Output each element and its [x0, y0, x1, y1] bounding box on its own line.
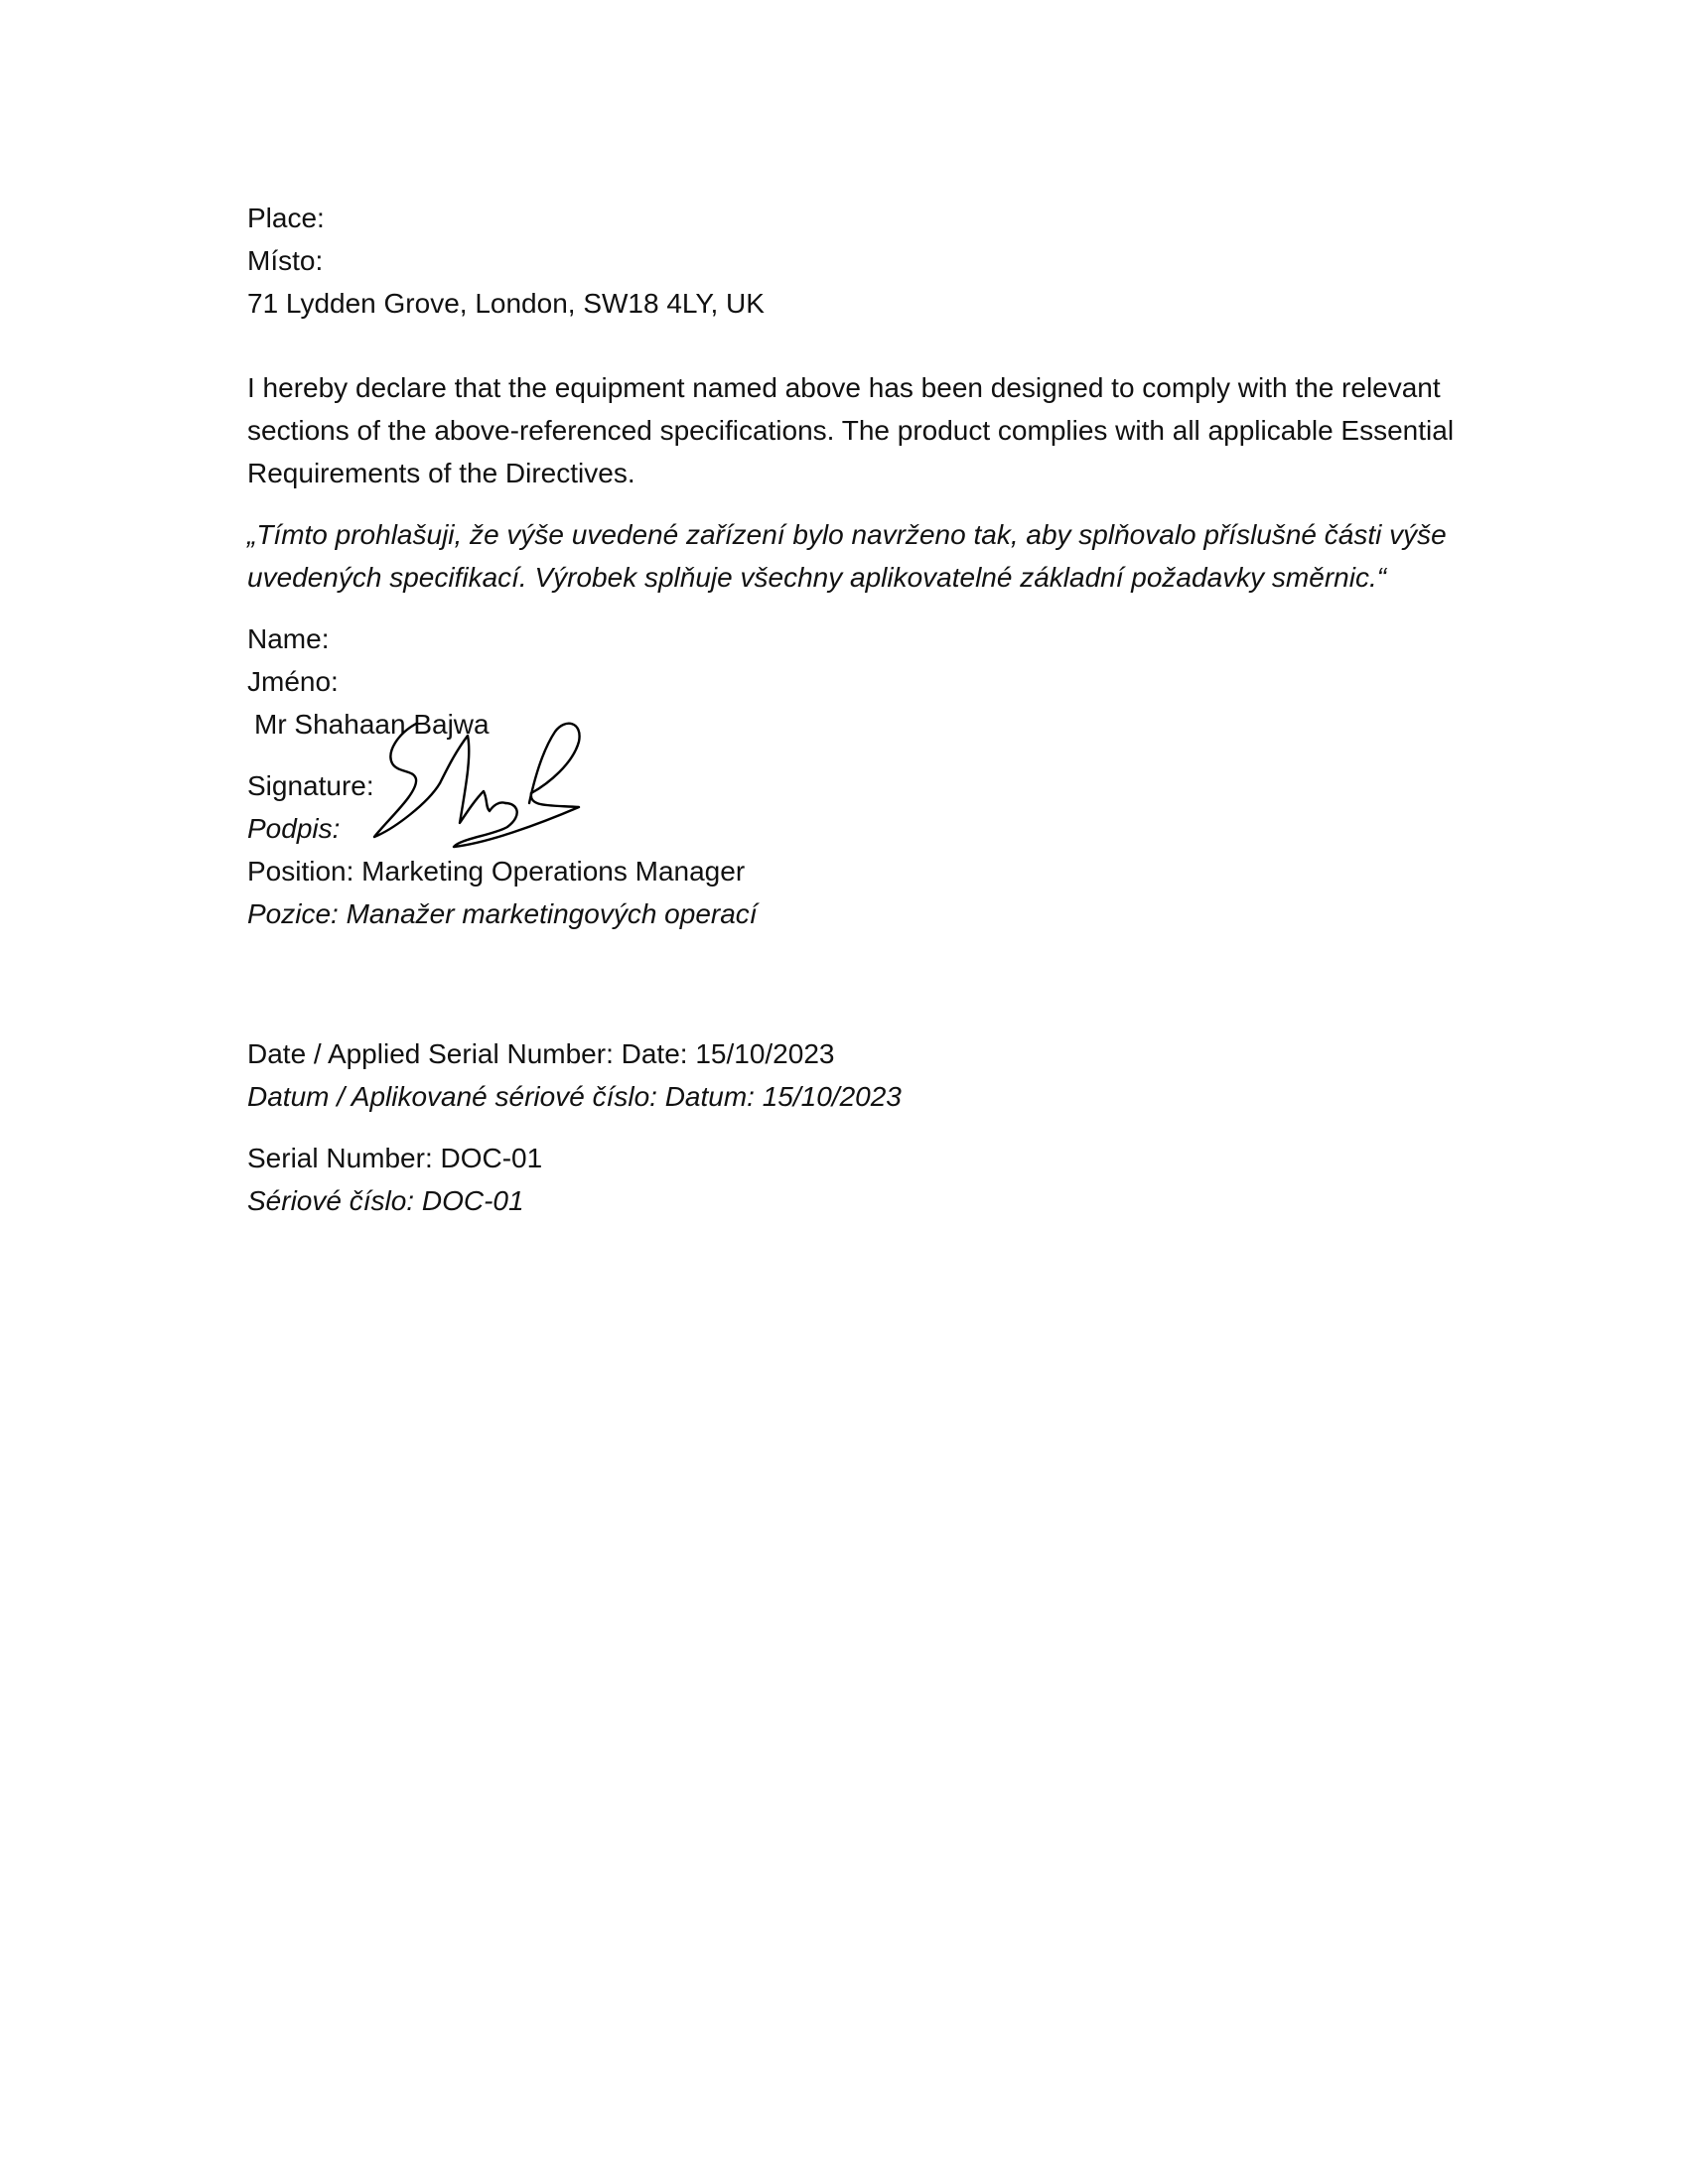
serial-line-cs: Sériové číslo: DOC-01: [247, 1185, 524, 1216]
name-label-cs: Jméno:: [247, 666, 339, 697]
spacer: [247, 494, 1459, 513]
place-label-cs: Místo:: [247, 245, 324, 276]
date-line-en: Date / Applied Serial Number: Date: 15/10/2023: [247, 1038, 835, 1069]
declaration-text-en: I hereby declare that the equipment named above has been designed to comply with the relevant sections of the above-referenced specifications. The product complies with all applicable Essential Requirements of the Directives.: [247, 372, 1455, 488]
signature-block: [247, 764, 1459, 850]
signature-label-cs: Podpis:: [247, 813, 341, 844]
spacer: [247, 935, 1459, 1032]
position-line-cs: Pozice: Manažer marketingových operací: [247, 898, 758, 929]
signature-label-en: Signature:: [247, 770, 374, 801]
spacer: [247, 1118, 1459, 1137]
declaration-text-cs: „Tímto prohlašuji, že výše uvedené zařízení bylo navrženo tak, aby splňovalo příslušné části výše uvedených specifikací. Výrobek splňuje všechny aplikovatelné základní požadavky směrnic.“: [247, 519, 1447, 593]
declaration-content: [247, 197, 1459, 1222]
spacer: [247, 325, 1459, 366]
signature-labels: [247, 764, 374, 850]
spacer: [247, 599, 1459, 617]
position-line-en: Position: Marketing Operations Manager: [247, 856, 746, 887]
place-address: 71 Lydden Grove, London, SW18 4LY, UK: [247, 288, 765, 319]
date-line-cs: Datum / Aplikované sériové číslo: Datum: 15/10/2023: [247, 1081, 902, 1112]
signatory-name: Mr Shahaan Bajwa: [254, 709, 490, 740]
serial-line-en: Serial Number: DOC-01: [247, 1143, 543, 1173]
place-label-en: Place:: [247, 203, 325, 233]
handwritten-signature: [368, 712, 656, 871]
name-label-en: Name:: [247, 623, 330, 654]
